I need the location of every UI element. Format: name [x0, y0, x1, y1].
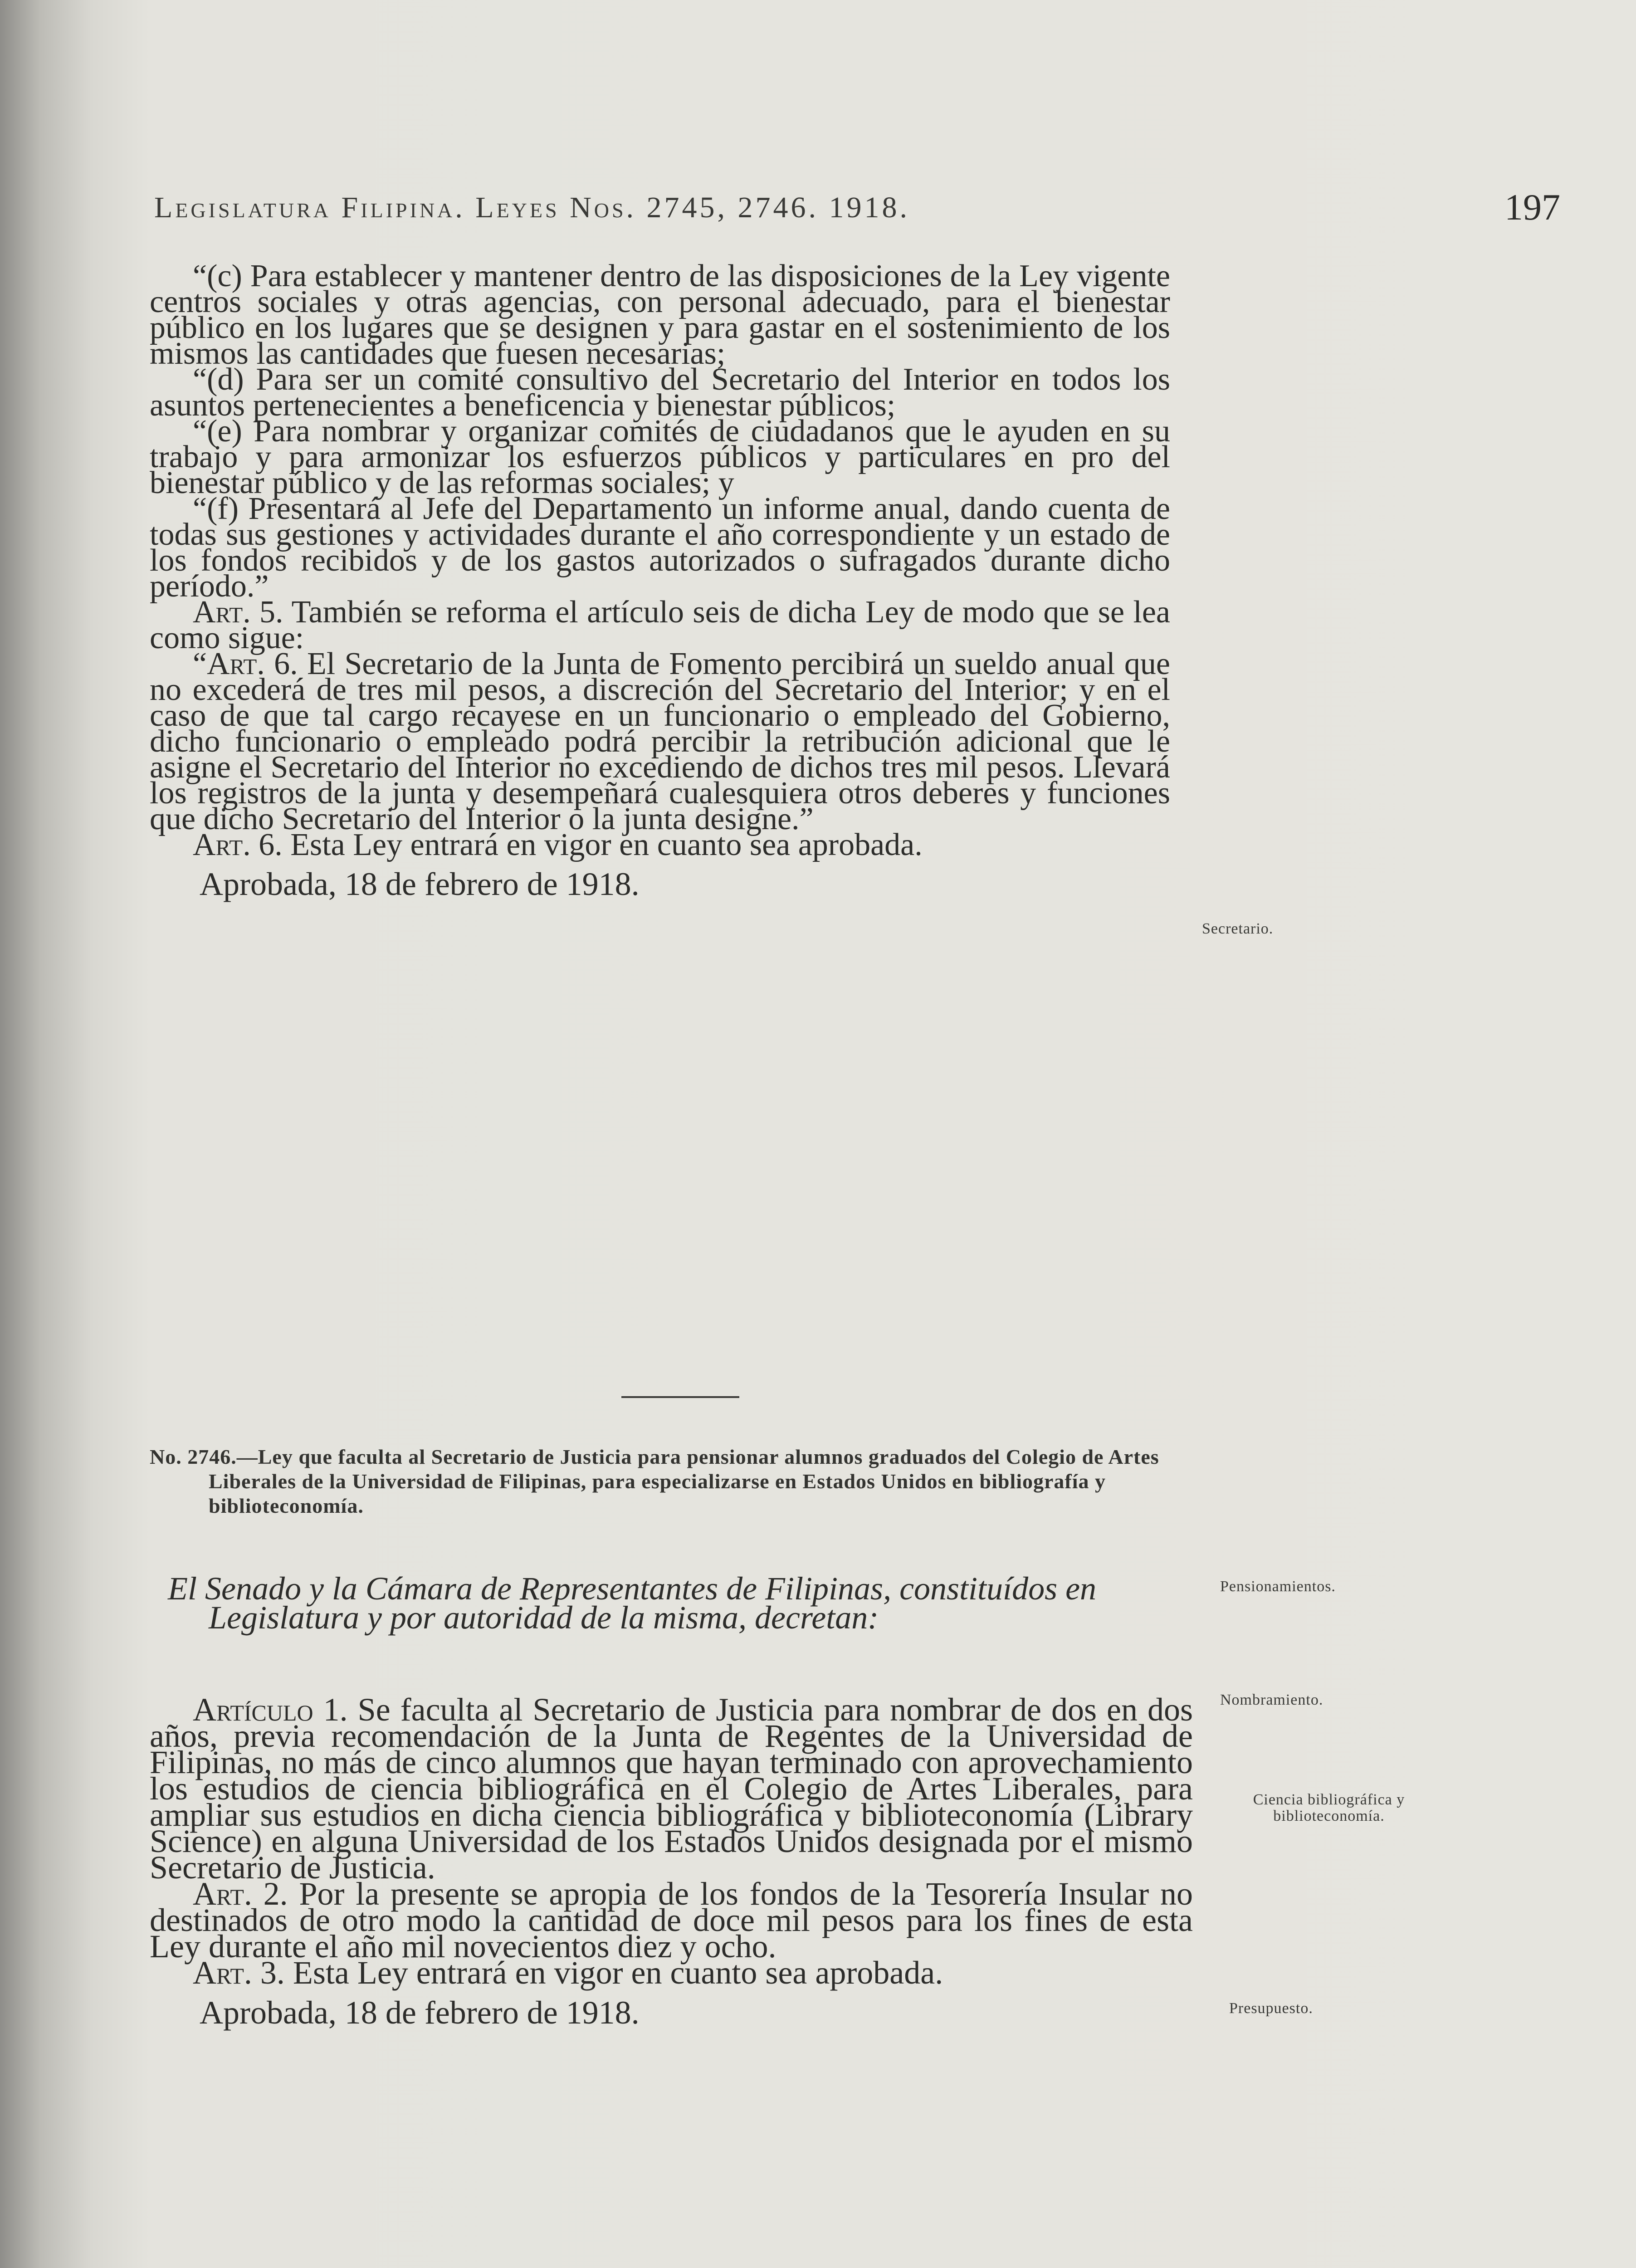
margin-note-ciencia: Ciencia bibliográfica y biblioteconomía.	[1253, 1791, 1405, 1824]
approval-date-2745: Aprobada, 18 de febrero de 1918.	[200, 866, 640, 902]
article-1	[150, 1691, 1193, 1886]
paragraph-e: “(e) Para nombrar y organizar comités de ciudadanos que le ayuden en su trabajo y para armonizar los esfuerzos públicos y particulares en pro del bienestar público y de las reformas sociales; y	[150, 414, 1170, 500]
article-3-heading: Art. 3.	[193, 1955, 285, 1991]
paragraph-d: “(d) Para ser un comité consultivo del Secretario del Interior en todos los asuntos pertenecientes a beneficencia y bienestar públicos;	[150, 362, 1170, 423]
law-2746-title: No. 2746.—Ley que faculta al Secretario de Justicia para pensionar alumnos graduados del Colegio de Artes Liberales de la Universidad de Filipinas, para especializarse en Estados Unidos en bibliografía y biblioteconomía.	[150, 1445, 1159, 1517]
quoted-article-6	[150, 646, 1170, 836]
margin-note-presupuesto: Presupuesto.	[1229, 2000, 1313, 2017]
article-6-heading: Art. 6.	[193, 827, 283, 862]
page-header	[154, 186, 1560, 236]
paragraph-c: “(c) Para establecer y mantener dentro de las disposiciones de la Ley vigente centros sociales y otras agencias, con personal adecuado, para el bienestar público en los lugares que se designen y para gastar en el sostenimiento de los mismos las cantidades que fuesen necesarias;	[150, 259, 1170, 371]
margin-note-secretario: Secretario.	[1202, 920, 1274, 937]
article-2	[150, 1876, 1193, 1965]
quoted-article-6-heading: “Art. 6.	[193, 646, 298, 681]
article-3-text: Esta Ley entrará en vigor en cuanto sea aprobada.	[284, 1955, 943, 1991]
article-2-heading: Art. 2.	[193, 1876, 288, 1912]
article-6	[150, 827, 1170, 862]
law-2746-summary	[150, 1445, 1193, 1518]
article-2-text: Por la presente se apropia de los fondos de la Tesorería Insular no destinados de otro modo la cantidad de doce mil pesos para los fines de esta Ley durante el año mil novecientos diez y ocho.	[150, 1876, 1193, 1965]
enacting-clause: El Senado y la Cámara de Representantes de Filipinas, constituídos en Legislatura y por autoridad de la misma, decretan:	[168, 1570, 1097, 1636]
running-title: Legislatura Filipina. Leyes Nos. 2745, 2746. 1918.	[154, 191, 910, 224]
section-divider	[621, 1396, 739, 1398]
article-3	[150, 1955, 1193, 1991]
law-2745-continued	[150, 259, 1170, 902]
law-2746-body	[150, 1691, 1193, 2031]
article-6-text: Esta Ley entrará en vigor en cuanto sea aprobada.	[282, 827, 923, 862]
article-5-heading: Art. 5.	[193, 595, 283, 630]
article-5	[150, 595, 1170, 655]
approval-date-2746: Aprobada, 18 de febrero de 1918.	[200, 1994, 640, 2031]
margin-note-pensionamientos: Pensionamientos.	[1220, 1578, 1336, 1595]
margin-note-nombramiento: Nombramiento.	[1220, 1691, 1323, 1708]
article-1-text: Se faculta al Secretario de Justicia para nombrar de dos en dos años, previa recomendación de la Junta de Regentes de la Universidad de Filipinas, no más de cinco alumnos que hayan terminado con aprovechamiento los estudios de ciencia bibliográfica en el Colegio de Artes Liberales, para ampliar sus estudios en dicha ciencia bibliográfica y biblioteconomía (Library Science) en alguna Universidad de los Estados Unidos designada por el mismo Secretario de Justicia.	[150, 1691, 1193, 1886]
article-5-text: También se reforma el artículo seis de dicha Ley de modo que se lea como sigue:	[150, 595, 1170, 655]
paragraph-f: “(f) Presentará al Jefe del Departamento un informe anual, dando cuenta de todas sus gestiones y actividades durante el año correspondiente y un estado de los fondos recibidos y de los gastos autorizados o sufragados durante dicho período.”	[150, 491, 1170, 604]
page-number: 197	[1504, 186, 1560, 228]
article-1-heading: Artículo 1.	[193, 1691, 348, 1728]
quoted-article-6-text: El Secretario de la Junta de Fomento percibirá un sueldo anual que no excederá de tres mil pesos, a discreción del Secretario del Interior; y en el caso de que tal cargo recayese en un funcionario o empleado del Gobierno, dicho funcionario o empleado podrá percibir la retribución adicional que le asigne el Secretario del Interior no excediendo de dichos tres mil pesos. Llevará los registros de la junta y desempeñará cualesquiera otros deberes y funciones que dicho Secretario del Interior o la junta designe.”	[150, 646, 1170, 836]
